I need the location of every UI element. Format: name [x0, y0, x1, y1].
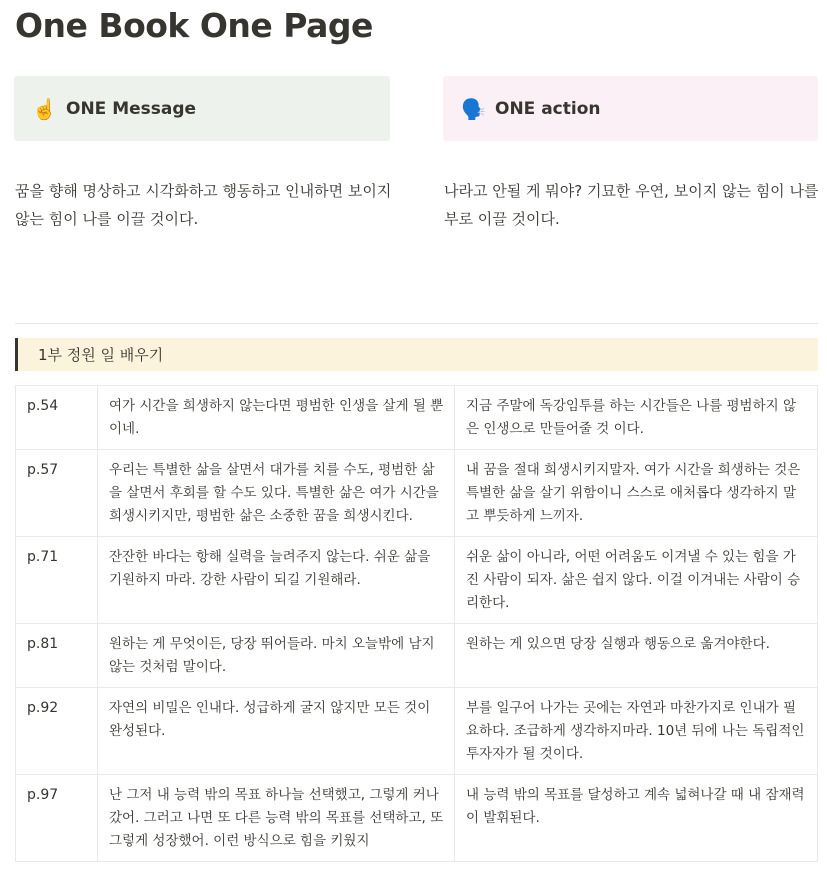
quote-cell[interactable]: 우리는 특별한 삶을 살면서 대가를 치를 수도, 평범한 삶을 살면서 후회를 할 수도 있다. 특별한 삶은 여가 시간을 희생시키지만, 평범한 삶은 소중한 꿈을 희생시킨다.: [98, 450, 455, 537]
pointing-up-icon: ☝️: [32, 96, 57, 121]
action-text[interactable]: 나라고 안될 게 뭐야? 기묘한 우연, 보이지 않는 힘이 나를 부로 이끌 것이다.: [444, 182, 819, 228]
note-cell[interactable]: 부를 일구어 나가는 곳에는 자연과 마찬가지로 인내가 필요하다. 조급하게 생각하지마라. 10년 뒤에 나는 독립적인 투자자가 될 것이다.: [455, 688, 818, 775]
notes-table: [15, 385, 818, 862]
table-row: [16, 386, 818, 450]
page-cell[interactable]: p.92: [16, 688, 98, 775]
table-row: [16, 537, 818, 624]
note-cell[interactable]: 원하는 게 있으면 당장 실행과 행동으로 옮겨야한다.: [455, 624, 818, 688]
page-cell[interactable]: p.71: [16, 537, 98, 624]
note-cell[interactable]: 내 꿈을 절대 희생시키지말자. 여가 시간을 희생하는 것은 특별한 삶을 살기 위함이니 스스로 애처롭다 생각하지 말고 뿌듯하게 느끼자.: [455, 450, 818, 537]
section-heading[interactable]: 1부 정원 일 배우기: [15, 338, 818, 371]
quote-cell[interactable]: 자연의 비밀은 인내다. 성급하게 굴지 않지만 모든 것이 완성된다.: [98, 688, 455, 775]
page-cell[interactable]: p.57: [16, 450, 98, 537]
table-row: [16, 688, 818, 775]
message-text[interactable]: 꿈을 향해 명상하고 시각화하고 행동하고 인내하면 보이지 않는 힘이 나를 이끌 것이다.: [15, 182, 392, 228]
callout-label: ONE Message: [66, 98, 197, 119]
table-row: [16, 624, 818, 688]
note-cell[interactable]: 내 능력 밖의 목표를 달성하고 계속 넓혀나갈 때 내 잠재력이 발휘된다.: [455, 775, 818, 862]
page-cell[interactable]: p.54: [16, 386, 98, 450]
callout-one-message: [14, 76, 390, 141]
quote-cell[interactable]: 잔잔한 바다는 항해 실력을 늘려주지 않는다. 쉬운 삶을 기원하지 마라. 강한 사람이 되길 기원해라.: [98, 537, 455, 624]
quote-cell[interactable]: 원하는 게 무엇이든, 당장 뛰어들라. 마치 오늘밖에 남지 않는 것처럼 말이다.: [98, 624, 455, 688]
page-title: One Book One Page: [15, 6, 373, 45]
table-row: [16, 775, 818, 862]
page-cell[interactable]: p.97: [16, 775, 98, 862]
page-cell[interactable]: p.81: [16, 624, 98, 688]
quote-cell[interactable]: 난 그저 내 능력 밖의 목표 하나늘 선택했고, 그렇게 커나갔어. 그러고 나면 또 다른 능력 밖의 목표를 선택하고, 또 그렇게 성장했어. 이런 방식으로 힘을 키웠지: [98, 775, 455, 862]
callout-one-action: [443, 76, 818, 141]
divider: [15, 323, 818, 324]
note-cell[interactable]: 쉬운 삶이 아니라, 어떤 어려움도 이겨낼 수 있는 힘을 가진 사람이 되자. 삶은 쉽지 않다. 이걸 이겨내는 사람이 승리한다.: [455, 537, 818, 624]
quote-cell[interactable]: 여가 시간을 희생하지 않는다면 평범한 인생을 살게 될 뿐이네.: [98, 386, 455, 450]
note-cell[interactable]: 지금 주말에 독강임투를 하는 시간들은 나를 평범하지 않은 인생으로 만들어줄 것 이다.: [455, 386, 818, 450]
callout-label: ONE action: [495, 98, 601, 119]
speaking-head-icon: 🗣️: [461, 96, 486, 121]
table-row: [16, 450, 818, 537]
